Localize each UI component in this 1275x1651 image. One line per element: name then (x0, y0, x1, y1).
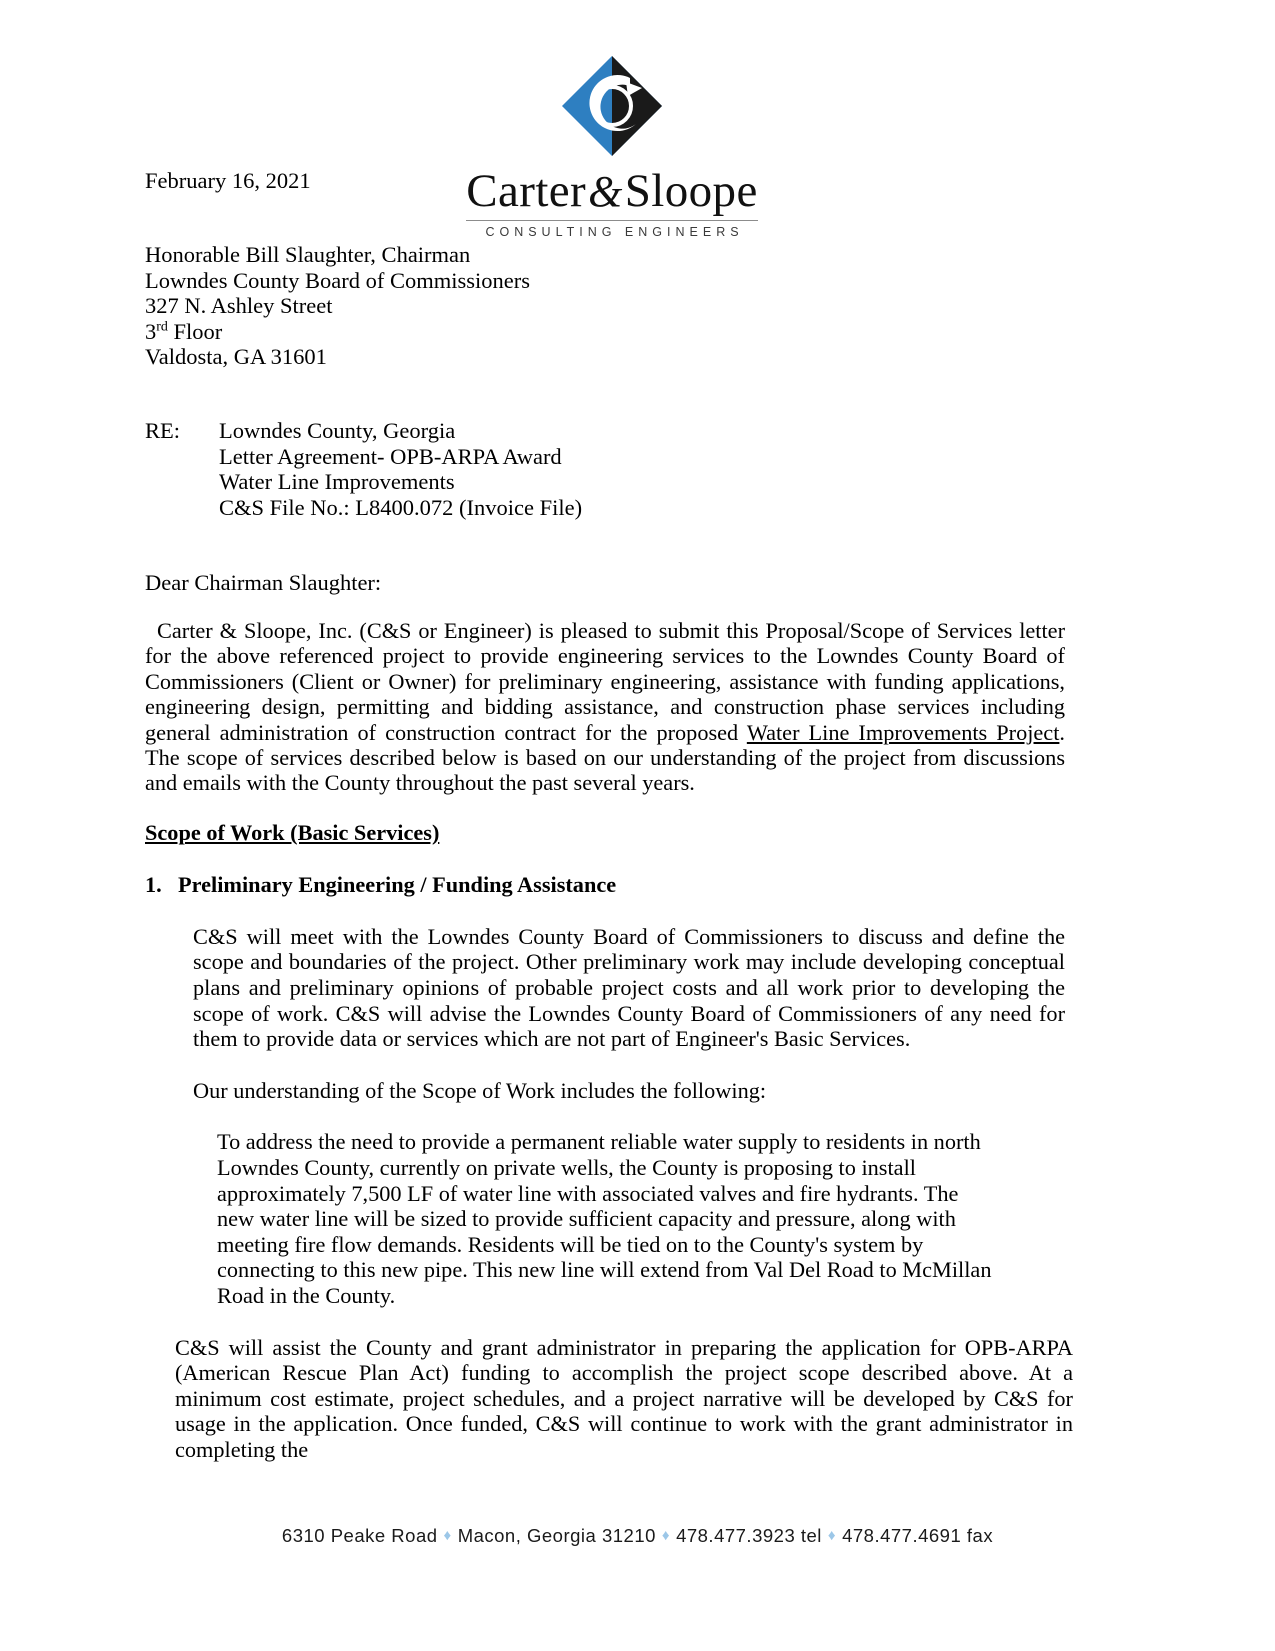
intro-underlined-project: Water Line Improvements Project (746, 719, 1060, 745)
footer-fax: 478.477.4691 fax (842, 1525, 994, 1546)
recipient-line-floor (145, 319, 530, 345)
re-line-project: Water Line Improvements (219, 469, 455, 495)
re-block (145, 418, 582, 520)
scope-heading-wrap (145, 796, 1065, 846)
item-1-title: Preliminary Engineering / Funding Assistance (178, 871, 617, 897)
scope-description-paragraph: To address the need to provide a permanent reliable water supply to residents in north Lowndes County, currently on private wells, the County is proposing to install approximately 7,500 LF of water line with associated valves and fire hydrants. The new water line will be sized to provide sufficient capacity and pressure, along with meeting fire flow demands. Residents will be tied on to the County's system by connecting to this new pipe. This new line will extend from Val Del Road to McMillan Road in the County. (217, 1129, 992, 1308)
recipient-line-org: Lowndes County Board of Commissioners (145, 267, 530, 293)
recipient-line-citystate: Valdosta, GA 31601 (145, 344, 327, 370)
footer-city-state-zip: Macon, Georgia 31210 (457, 1525, 656, 1546)
item-1-number: 1. (145, 871, 162, 897)
salutation: Dear Chairman Slaughter: (145, 570, 382, 595)
item-1-heading (145, 872, 1065, 898)
footer-address: 6310 Peake Road (281, 1525, 438, 1546)
re-label: RE: (145, 418, 181, 443)
company-name-part1: Carter (466, 165, 587, 217)
scope-of-work-heading: Scope of Work (Basic Services) (145, 819, 440, 845)
company-name-ampersand: & (588, 167, 623, 216)
page-footer (0, 1525, 1275, 1547)
letterhead (447, 52, 777, 239)
diamond-separator-icon: ♦ (443, 1527, 452, 1544)
intro-paragraph (145, 618, 1065, 796)
diamond-separator-icon: ♦ (827, 1527, 837, 1544)
floor-number: 3 (145, 318, 157, 344)
intro-text-part2: . The scope of services described below is based on our understanding of the project from discussions and emails with the County throughout the past several years. (145, 719, 1065, 796)
recipient-line-street: 327 N. Ashley Street (145, 293, 333, 319)
item-1-paragraph: C&S will meet with the Lowndes County Board of Commissioners to discuss and define the scope and boundaries of the project. Other preliminary work may include developing conceptual plans and preliminary opinions of probable project costs and all work prior to developing the scope of work. C&S will advise the Lowndes County Board of Commissioners of any need for them to provide data or services which are not part of Engineer's Basic Services. (193, 923, 1065, 1052)
re-line-file-number: C&S File No.: L8400.072 (Invoice File) (219, 494, 583, 520)
re-line-agreement: Letter Agreement- OPB-ARPA Award (219, 443, 562, 469)
letter-body (145, 618, 1073, 1463)
understanding-line: Our understanding of the Scope of Work includes the following: (193, 1077, 767, 1103)
company-name-part2: Sloope (624, 165, 758, 217)
company-wordmark (447, 165, 777, 217)
footer-telephone: 478.477.3923 tel (676, 1525, 822, 1546)
diamond-separator-icon: ♦ (661, 1527, 671, 1544)
recipient-line-name: Honorable Bill Slaughter, Chairman (145, 242, 471, 267)
funding-paragraph: C&S will assist the County and grant administrator in preparing the application for OPB-ARPA (American Rescue Plan Act) funding to accomplish the project scope described above. At a minimum cost estimate, project schedules, and a project narrative will be developed by C&S for usage in the application. Once funded, C&S will continue to work with the grant administrator in completing the (175, 1334, 1073, 1462)
floor-ordinal-suffix: rd (156, 319, 168, 335)
carter-sloope-diamond-icon (558, 52, 666, 160)
recipient-address-block (145, 242, 530, 370)
floor-label: Floor (167, 318, 223, 344)
intro-text-part1: Carter & Sloope, Inc. (C&S or Engineer) is pleased to submit this Proposal/Scope of Services letter for the above referenced project to provide engineering services to the Lowndes County Board of Commissioners (Client or Owner) for preliminary engineering, assistance with funding applications, engineering design, permitting and bidding assistance, and construction phase services including general administration of construction contract for the proposed (145, 618, 1065, 745)
re-first-row (145, 418, 582, 444)
company-tagline: CONSULTING ENGINEERS (485, 224, 744, 239)
re-line-county: Lowndes County, Georgia (219, 418, 456, 443)
letterhead-divider (466, 220, 758, 221)
letter-date: February 16, 2021 (145, 168, 311, 193)
